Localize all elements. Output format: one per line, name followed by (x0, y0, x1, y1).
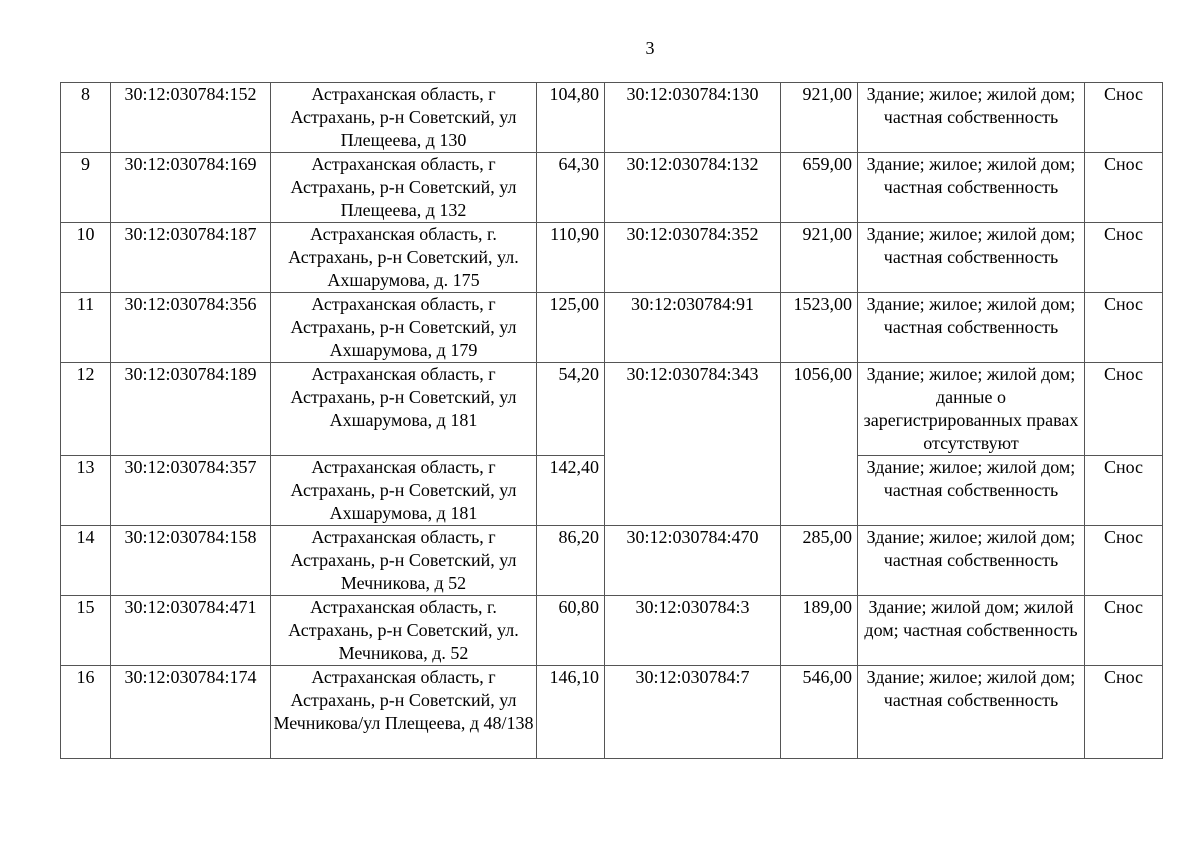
area: 54,20 (537, 363, 605, 456)
area: 142,40 (537, 456, 605, 526)
cadastral-number: 30:12:030784:152 (111, 83, 271, 153)
cadastral-number: 30:12:030784:471 (111, 596, 271, 666)
land-cadastral-number: 30:12:030784:352 (605, 223, 781, 293)
row-number: 10 (61, 223, 111, 293)
table-row (61, 526, 1163, 596)
description: Здание; жилое; жилой дом; данные о зарегистрированных правах отсутствуют (858, 363, 1085, 456)
description: Здание; жилое; жилой дом; частная собственность (858, 223, 1085, 293)
area: 104,80 (537, 83, 605, 153)
land-area: 659,00 (781, 153, 858, 223)
row-number: 14 (61, 526, 111, 596)
cadastral-number: 30:12:030784:357 (111, 456, 271, 526)
area: 110,90 (537, 223, 605, 293)
area: 146,10 (537, 666, 605, 759)
action: Снос (1085, 223, 1163, 293)
land-cadastral-number: 30:12:030784:91 (605, 293, 781, 363)
description: Здание; жилое; жилой дом; частная собственность (858, 293, 1085, 363)
address: Астраханская область, г Астрахань, р-н Советский, ул Плещеева, д 132 (271, 153, 537, 223)
land-area: 189,00 (781, 596, 858, 666)
cadastral-number: 30:12:030784:189 (111, 363, 271, 456)
land-cadastral-number: 30:12:030784:470 (605, 526, 781, 596)
property-table (60, 82, 1163, 759)
land-cadastral-number: 30:12:030784:130 (605, 83, 781, 153)
description: Здание; жилое; жилой дом; частная собственность (858, 456, 1085, 526)
row-number: 12 (61, 363, 111, 456)
area: 125,00 (537, 293, 605, 363)
action: Снос (1085, 153, 1163, 223)
cadastral-number: 30:12:030784:169 (111, 153, 271, 223)
table-row (61, 223, 1163, 293)
address: Астраханская область, г Астрахань, р-н Советский, ул Плещеева, д 130 (271, 83, 537, 153)
land-cadastral-number: 30:12:030784:3 (605, 596, 781, 666)
address: Астраханская область, г Астрахань, р-н Советский, ул Ахшарумова, д 181 (271, 363, 537, 456)
land-area: 921,00 (781, 83, 858, 153)
area: 64,30 (537, 153, 605, 223)
action: Снос (1085, 363, 1163, 456)
cadastral-number: 30:12:030784:356 (111, 293, 271, 363)
cadastral-number: 30:12:030784:187 (111, 223, 271, 293)
land-area: 285,00 (781, 526, 858, 596)
land-area: 1523,00 (781, 293, 858, 363)
table-row (61, 153, 1163, 223)
table-row (61, 666, 1163, 759)
description: Здание; жилое; жилой дом; частная собственность (858, 153, 1085, 223)
action: Снос (1085, 83, 1163, 153)
row-number: 9 (61, 153, 111, 223)
address: Астраханская область, г. Астрахань, р-н Советский, ул. Мечникова, д. 52 (271, 596, 537, 666)
land-area: 546,00 (781, 666, 858, 759)
cadastral-number: 30:12:030784:158 (111, 526, 271, 596)
table-row (61, 596, 1163, 666)
table-row (61, 293, 1163, 363)
land-area: 921,00 (781, 223, 858, 293)
description: Здание; жилое; жилой дом; частная собственность (858, 666, 1085, 759)
description: Здание; жилое; жилой дом; частная собственность (858, 526, 1085, 596)
row-number: 11 (61, 293, 111, 363)
address: Астраханская область, г Астрахань, р-н Советский, ул Ахшарумова, д 179 (271, 293, 537, 363)
page-number: 3 (645, 38, 655, 58)
address: Астраханская область, г Астрахань, р-н Советский, ул Мечникова/ул Плещеева, д 48/138 (271, 666, 537, 759)
land-cadastral-number: 30:12:030784:343 (605, 363, 781, 526)
action: Снос (1085, 526, 1163, 596)
table-row (61, 83, 1163, 153)
area: 60,80 (537, 596, 605, 666)
action: Снос (1085, 596, 1163, 666)
area: 86,20 (537, 526, 605, 596)
description: Здание; жилое; жилой дом; частная собственность (858, 83, 1085, 153)
address: Астраханская область, г Астрахань, р-н Советский, ул Ахшарумова, д 181 (271, 456, 537, 526)
table-row (61, 363, 1163, 456)
address: Астраханская область, г Астрахань, р-н Советский, ул Мечникова, д 52 (271, 526, 537, 596)
land-cadastral-number: 30:12:030784:132 (605, 153, 781, 223)
row-number: 8 (61, 83, 111, 153)
row-number: 13 (61, 456, 111, 526)
action: Снос (1085, 666, 1163, 759)
action: Снос (1085, 293, 1163, 363)
land-area: 1056,00 (781, 363, 858, 526)
row-number: 15 (61, 596, 111, 666)
row-number: 16 (61, 666, 111, 759)
land-cadastral-number: 30:12:030784:7 (605, 666, 781, 759)
action: Снос (1085, 456, 1163, 526)
description: Здание; жилой дом; жилой дом; частная собственность (858, 596, 1085, 666)
address: Астраханская область, г. Астрахань, р-н Советский, ул. Ахшарумова, д. 175 (271, 223, 537, 293)
cadastral-number: 30:12:030784:174 (111, 666, 271, 759)
